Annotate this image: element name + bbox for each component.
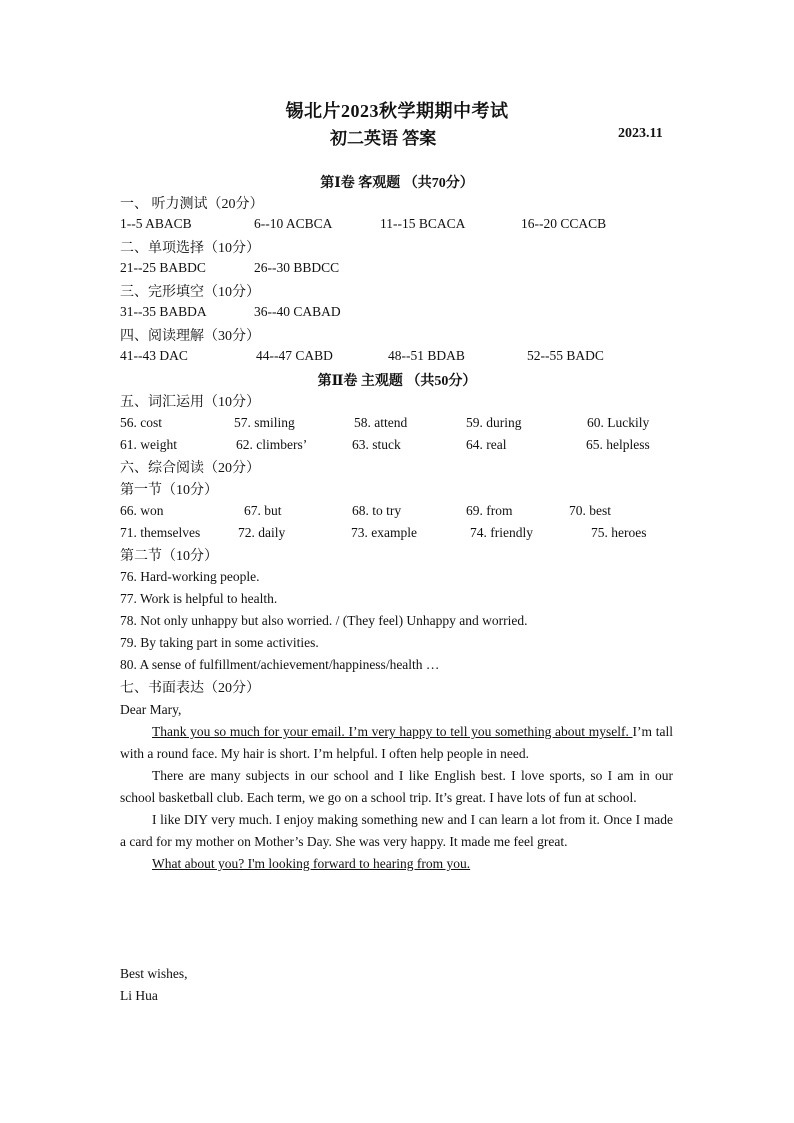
answer-item: 68. to try xyxy=(352,503,402,518)
answer-group: 6--10 ACBCA xyxy=(254,216,333,231)
letter-paragraph: I like DIY very much. I enjoy making something new and I can learn a lot from it. Once I made a card for my mother on Mother’s Day. She was very happy. It made me feel great. xyxy=(120,812,673,849)
answer-group: 31--35 BABDA xyxy=(120,304,207,319)
answer-group: 1--5 ABACB xyxy=(120,216,192,231)
answer-item: 62. climbers’ xyxy=(236,437,308,452)
vocab-label: 五、词汇运用（10分） xyxy=(120,395,260,410)
comprehensive-answers-row xyxy=(0,525,794,545)
part1-heading: 第Ⅰ卷 客观题 （共70分） xyxy=(320,176,474,191)
answer-group: 21--25 BABDC xyxy=(120,260,206,275)
reading-answers xyxy=(0,348,794,368)
sample-letter xyxy=(120,699,673,875)
vocab-answers-row xyxy=(0,437,794,457)
part2-heading: 第Ⅱ卷 主观题 （共50分） xyxy=(317,374,477,389)
letter-paragraph xyxy=(120,853,673,875)
letter-signature: Li Hua xyxy=(120,988,158,1003)
answer-group: 41--43 DAC xyxy=(120,348,188,363)
listening-label: 一、 听力测试（20分） xyxy=(120,197,264,212)
answer-group: 52--55 BADC xyxy=(527,348,604,363)
writing-label: 七、书面表达（20分） xyxy=(120,681,260,696)
short-answer: 80. A sense of fulfillment/achievement/happiness/health … xyxy=(120,657,440,672)
paragraph-text: I’m tall with a round face. My hair is short. I’m helpful. I often help people in need. xyxy=(120,724,673,761)
single-choice-label: 二、单项选择（10分） xyxy=(120,241,260,256)
short-answer: 77. Work is helpful to health. xyxy=(120,591,278,606)
answer-item: 65. helpless xyxy=(586,437,650,452)
short-answer: 76. Hard-working people. xyxy=(120,569,260,584)
answer-item: 73. example xyxy=(351,525,417,540)
short-answer: 78. Not only unhappy but also worried. / (They feel) Unhappy and worried. xyxy=(120,613,528,628)
answer-group: 11--15 BCACA xyxy=(380,216,466,231)
answer-item: 58. attend xyxy=(354,415,408,430)
answer-item: 70. best xyxy=(569,503,611,518)
answer-item: 71. themselves xyxy=(120,525,201,540)
letter-greeting: Dear Mary, xyxy=(120,702,182,717)
answer-item: 56. cost xyxy=(120,415,162,430)
answer-item: 75. heroes xyxy=(591,525,647,540)
underlined-sentence: Thank you so much for your email. I’m very happy to tell you something about myself. xyxy=(152,724,633,739)
letter-closing: Best wishes, xyxy=(120,966,188,981)
answer-group: 36--40 CABAD xyxy=(254,304,341,319)
answer-item: 59. during xyxy=(466,415,522,430)
answer-item: 66. won xyxy=(120,503,164,518)
section1-label: 第一节（10分） xyxy=(120,483,218,498)
letter-paragraph xyxy=(120,721,673,765)
answer-item: 74. friendly xyxy=(470,525,533,540)
section2-label: 第二节（10分） xyxy=(120,549,218,564)
document-subtitle: 初二英语 答案 xyxy=(330,129,437,148)
listening-answers xyxy=(0,216,794,236)
short-answer: 79. By taking part in some activities. xyxy=(120,635,319,650)
answer-group: 44--47 CABD xyxy=(256,348,333,363)
answer-group: 16--20 CCACB xyxy=(521,216,607,231)
comprehensive-answers-row xyxy=(0,503,794,523)
answer-item: 57. smiling xyxy=(234,415,295,430)
document-title: 锡北片2023秋学期期中考试 xyxy=(285,101,509,121)
answer-item: 61. weight xyxy=(120,437,177,452)
document-date: 2023.11 xyxy=(618,126,663,141)
answer-item: 64. real xyxy=(466,437,507,452)
vocab-answers-row xyxy=(0,415,794,435)
cloze-label: 三、完形填空（10分） xyxy=(120,285,260,300)
reading-label: 四、阅读理解（30分） xyxy=(120,329,260,344)
underlined-sentence: What about you? I'm looking forward to hearing from you. xyxy=(152,856,471,871)
answer-group: 26--30 BBDCC xyxy=(254,260,340,275)
answer-item: 72. daily xyxy=(238,525,286,540)
answer-group: 48--51 BDAB xyxy=(388,348,465,363)
answer-item: 63. stuck xyxy=(352,437,401,452)
answer-item: 60. Luckily xyxy=(587,415,650,430)
answer-item: 67. but xyxy=(244,503,282,518)
comprehensive-label: 六、综合阅读（20分） xyxy=(120,461,260,476)
single-choice-answers xyxy=(0,260,794,280)
cloze-answers xyxy=(0,304,794,324)
answer-item: 69. from xyxy=(466,503,513,518)
letter-paragraph: There are many subjects in our school and I like English best. I love sports, so I am in our school basketball club. Each term, we go on a school trip. It’s great. I have lots of fun at school. xyxy=(120,768,673,805)
